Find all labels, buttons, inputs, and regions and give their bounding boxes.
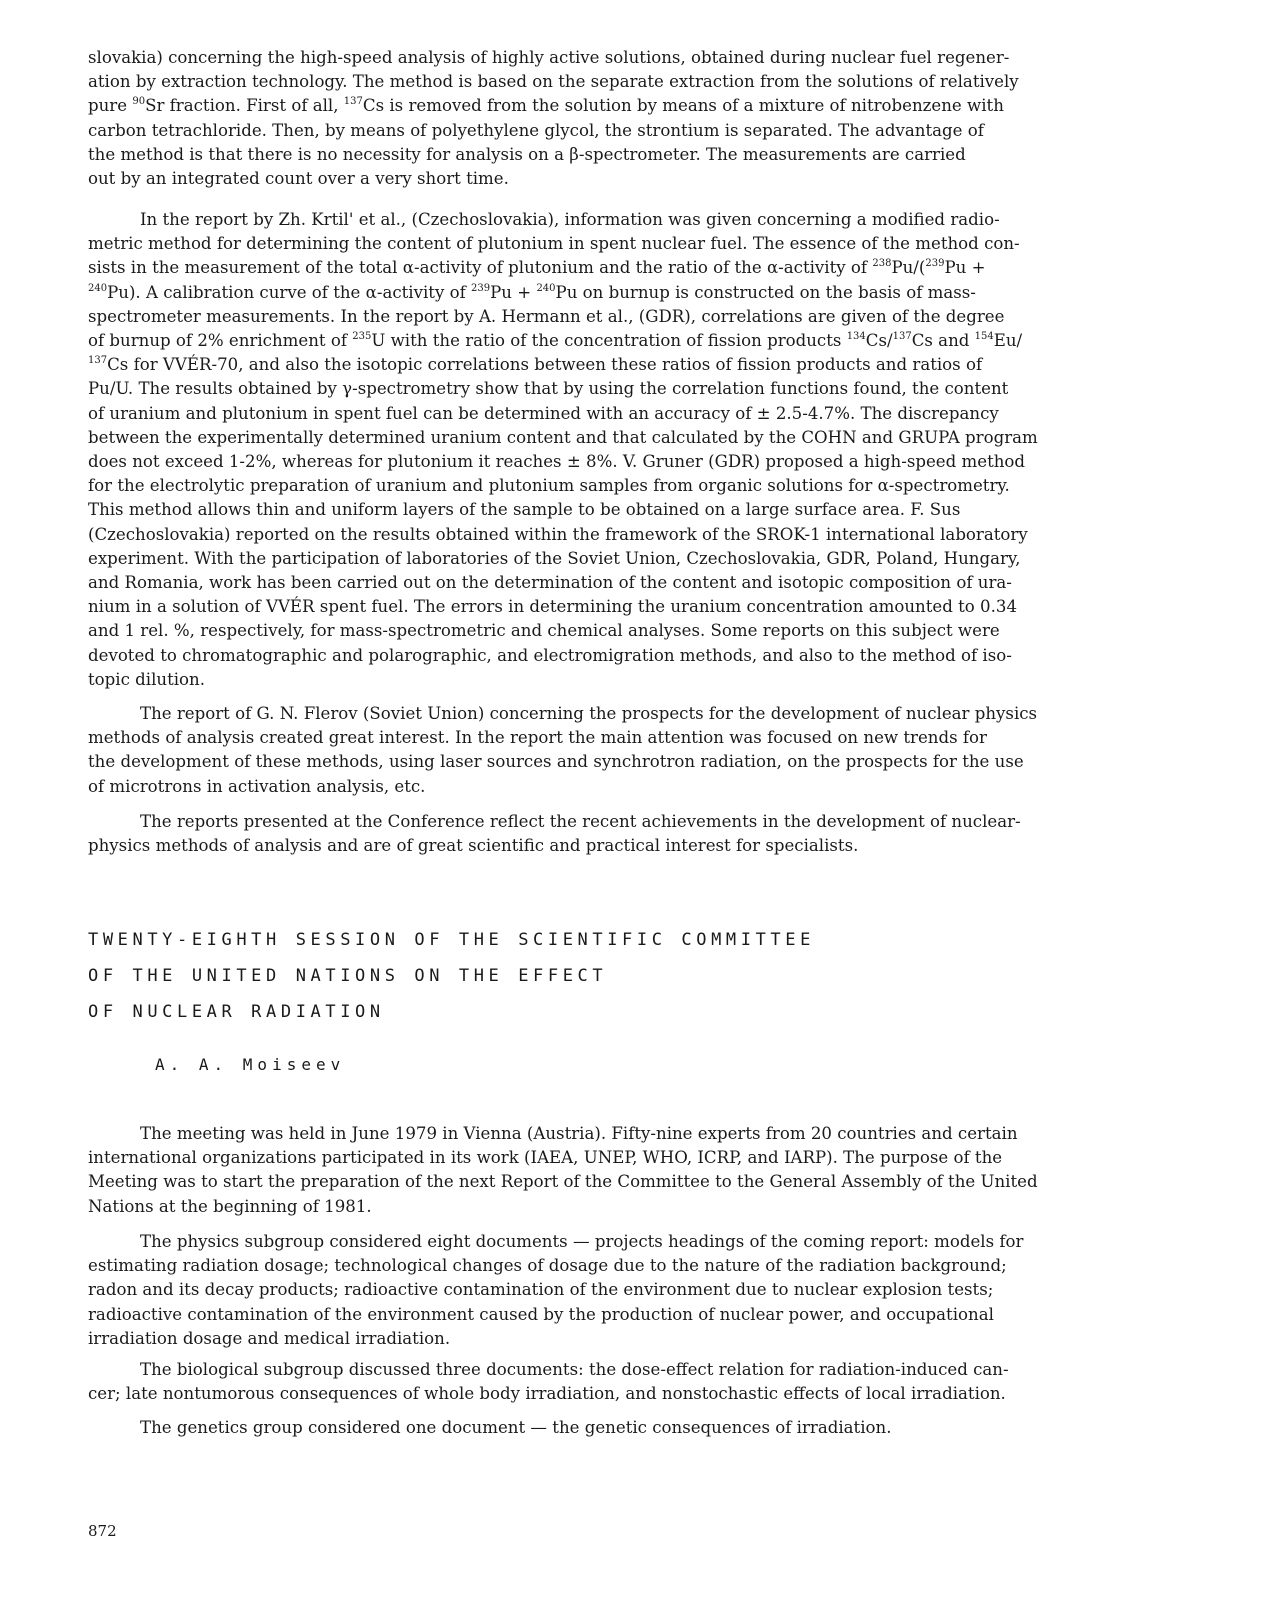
isotope-mass-number: 137: [88, 355, 108, 367]
text-line: spectrometer measurements. In the report by A. Hermann et al., (GDR), correlations are given of the degree: [88, 306, 1005, 326]
text-line: In the report by Zh. Krtil' et al., (Czechoslovakia), information was given concerning a modified radio-: [140, 210, 1000, 229]
text-line: of microtrons in activation analysis, etc.: [88, 776, 426, 796]
text-line: The genetics group considered one document — the genetic consequences of irradiation.: [140, 1418, 892, 1437]
paragraph-4: [88, 810, 1128, 858]
text-line: and 1 rel. %, respectively, for mass-spectrometric and chemical analyses. Some reports on this subject were: [88, 621, 1000, 641]
text-line: the method is that there is no necessity for analysis on a β-spectrometer. The measurements are carried: [88, 144, 966, 164]
text-line: experiment. With the participation of laboratories of the Soviet Union, Czechoslovakia, GDR, Poland, Hungary,: [88, 548, 1021, 568]
text-line: the development of these methods, using laser sources and synchrotron radiation, on the prospects for the use: [88, 752, 1024, 772]
text-line: cer; late nontumorous consequences of whole body irradiation, and nonstochastic effects of local irradiation.: [88, 1384, 1006, 1404]
text-line: $^{137}$Cs for VVÉR-70, and also the isotopic correlations between these ratios of fission products and ratios of: [88, 355, 983, 375]
section-title-line-1: TWENTY-EIGHTH SESSION OF THE SCIENTIFIC COMMITTEE: [88, 930, 815, 950]
isotope-mass-number: 240: [88, 282, 108, 294]
text-line: sists in the measurement of the total α-activity of plutonium and the ratio of the α-activity of $^{238}$Pu/($^{239}$Pu +: [88, 258, 986, 278]
text-line: topic dilution.: [88, 669, 206, 689]
text-line: This method allows thin and uniform layers of the sample to be obtained on a large surface area. F. Sus: [88, 500, 961, 520]
text-line: international organizations participated in its work (IAEA, UNEP, WHO, ICRP, and IARP). The purpose of the: [88, 1148, 1003, 1168]
isotope-mass-number: 238: [872, 258, 892, 270]
isotope-mass-number: 239: [471, 282, 491, 294]
text-line: The reports presented at the Conference reflect the recent achievements in the development of nuclear-: [140, 812, 1021, 831]
text-line: methods of analysis created great interest. In the report the main attention was focused on new trends for: [88, 728, 987, 748]
text-line: physics methods of analysis and are of great scientific and practical interest for specialists.: [88, 836, 859, 856]
isotope-mass-number: 90: [132, 96, 146, 108]
paragraph-5: [88, 1122, 1128, 1219]
text-line: $^{240}$Pu). A calibration curve of the α-activity of $^{239}$Pu + $^{240}$Pu on burnup is constructed on the basis of mass-: [88, 282, 976, 302]
isotope-mass-number: 240: [536, 282, 556, 294]
text-line: radon and its decay products; radioactive contamination of the environment due to nuclear explosion tests;: [88, 1280, 994, 1300]
text-line: The report of G. N. Flerov (Soviet Union) concerning the prospects for the development of nuclear physics: [140, 704, 1038, 723]
text-line: (Czechoslovakia) reported on the results obtained within the framework of the SROK-1 international laboratory: [88, 524, 1028, 544]
isotope-mass-number: 154: [974, 331, 994, 343]
text-line: The physics subgroup considered eight documents — projects headings of the coming report: models for: [140, 1232, 1024, 1251]
text-line: metric method for determining the content of plutonium in spent nuclear fuel. The essence of the method con-: [88, 234, 1020, 254]
section-title-line-3: OF NUCLEAR RADIATION: [88, 1002, 385, 1022]
text-line: between the experimentally determined uranium content and that calculated by the COHN and GRUPA program: [88, 427, 1038, 447]
text-line: slovakia) concerning the high-speed analysis of highly active solutions, obtained during nuclear fuel regener-: [88, 48, 1010, 67]
text-line: out by an integrated count over a very short time.: [88, 169, 509, 189]
isotope-mass-number: 137: [343, 96, 363, 108]
text-line: radioactive contamination of the environment caused by the production of nuclear power, and occupational: [88, 1304, 994, 1324]
text-line: and Romania, work has been carried out on the determination of the content and isotopic composition of ura-: [88, 573, 1012, 593]
paragraph-8: [88, 1416, 1128, 1440]
text-line: Meeting was to start the preparation of the next Report of the Committee to the General Assembly of the United: [88, 1172, 1038, 1192]
isotope-mass-number: 134: [846, 331, 866, 343]
page-number: 872: [88, 1522, 117, 1540]
text-line: The meeting was held in June 1979 in Vienna (Austria). Fifty-nine experts from 20 countries and certain: [140, 1124, 1018, 1143]
text-line: irradiation dosage and medical irradiation.: [88, 1328, 451, 1348]
text-line: of burnup of 2% enrichment of $^{235}$U with the ratio of the concentration of fission products $^{134}$Cs/$^{137}$Cs and $^{154}$Eu/: [88, 331, 1023, 351]
paragraph-6: [88, 1230, 1128, 1351]
author-name: A. A. Moiseev: [155, 1055, 346, 1074]
text-line: Pu/U. The results obtained by γ-spectrometry show that by using the correlation functions found, the content: [88, 379, 1009, 399]
paragraph-2: [88, 208, 1128, 692]
text-line: pure $^{90}$Sr fraction. First of all, $^{137}$Cs is removed from the solution by means of a mixture of nitrobenzene with: [88, 96, 1004, 116]
text-line: does not exceed 1-2%, whereas for plutonium it reaches ± 8%. V. Gruner (GDR) proposed a high-speed method: [88, 452, 1026, 472]
paragraph-3: [88, 702, 1128, 799]
text-line: estimating radiation dosage; technological changes of dosage due to the nature of the radiation background;: [88, 1256, 1007, 1276]
text-line: of uranium and plutonium in spent fuel can be determined with an accuracy of ± 2.5-4.7%. The discrepancy: [88, 403, 999, 423]
isotope-mass-number: 239: [925, 258, 945, 270]
text-line: The biological subgroup discussed three documents: the dose-effect relation for radiation-induced can-: [140, 1360, 1009, 1379]
text-line: devoted to chromatographic and polarographic, and electromigration methods, and also to the method of iso-: [88, 645, 1012, 665]
text-line: ation by extraction technology. The method is based on the separate extraction from the solutions of relatively: [88, 72, 1019, 92]
text-line: carbon tetrachloride. Then, by means of polyethylene glycol, the strontium is separated. The advantage of: [88, 120, 984, 140]
text-line: nium in a solution of VVÉR spent fuel. The errors in determining the uranium concentration amounted to 0.34: [88, 597, 1018, 617]
section-title-line-2: OF THE UNITED NATIONS ON THE EFFECT: [88, 966, 608, 986]
isotope-mass-number: 137: [892, 331, 912, 343]
paragraph-7: [88, 1358, 1128, 1406]
paragraph-1: [88, 46, 1128, 191]
text-line: for the electrolytic preparation of uranium and plutonium samples from organic solutions for α-spectrometry.: [88, 476, 1010, 496]
text-line: Nations at the beginning of 1981.: [88, 1196, 372, 1216]
isotope-mass-number: 235: [352, 331, 372, 343]
